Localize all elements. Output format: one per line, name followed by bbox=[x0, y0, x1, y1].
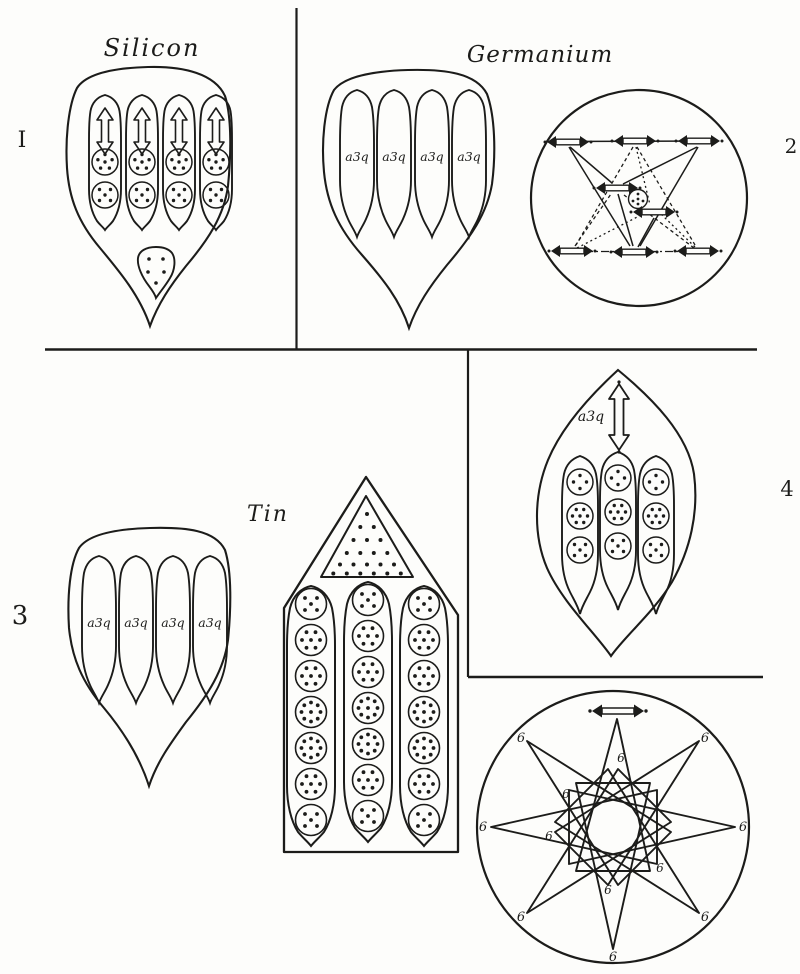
star-triangle bbox=[491, 790, 657, 864]
pod-label-a3q: a3q bbox=[420, 149, 444, 164]
germanium-diagram bbox=[323, 42, 797, 328]
tin-pod bbox=[344, 582, 392, 842]
bond-line-dotted bbox=[577, 213, 645, 248]
vertex-label-6: 6 bbox=[617, 751, 625, 765]
duad-arrow bbox=[674, 245, 723, 257]
leaf-pod bbox=[562, 456, 598, 614]
bond-line-solid bbox=[569, 147, 630, 246]
pod-label-a3q: a3q bbox=[161, 615, 185, 630]
bond-line-dotted bbox=[662, 215, 695, 247]
panel-number-3: 3 bbox=[11, 601, 29, 631]
panel-number-4: 4 bbox=[780, 477, 794, 501]
star-triangle bbox=[527, 741, 671, 885]
silicon-pod bbox=[163, 95, 195, 230]
vertex-label-6: 6 bbox=[738, 820, 748, 835]
vertex-label-6: 6 bbox=[700, 910, 710, 925]
leaf-arrow bbox=[609, 380, 629, 453]
silicon-pod bbox=[200, 95, 232, 230]
tin-pod bbox=[287, 586, 335, 846]
pod-label-a3q: a3q bbox=[124, 615, 148, 630]
tin-pod bbox=[400, 586, 448, 846]
duad-arrow bbox=[610, 246, 659, 258]
leaf-pod bbox=[600, 452, 636, 610]
silicon-pod bbox=[126, 95, 158, 230]
pod-label-a3q: a3q bbox=[198, 615, 222, 630]
vertex-label-6: 6 bbox=[516, 731, 526, 746]
bond-line-dashed bbox=[575, 194, 611, 246]
pod-label-a3q: a3q bbox=[382, 149, 406, 164]
germanium-structure-circle bbox=[531, 90, 747, 306]
silicon-diagram bbox=[18, 34, 232, 326]
bond-line-solid bbox=[638, 218, 654, 247]
pod-label-a3q: a3q bbox=[345, 149, 369, 164]
vertex-label-6: 6 bbox=[478, 820, 488, 835]
element-3-diagram bbox=[12, 528, 231, 786]
tin-star-circle bbox=[477, 691, 749, 965]
vertex-label-6: 6 bbox=[700, 731, 710, 746]
vertex-label-6: 6 bbox=[562, 787, 570, 801]
leaf-pod bbox=[638, 456, 674, 614]
vertex-label-6: 6 bbox=[604, 883, 612, 897]
duad-arrow bbox=[675, 135, 724, 147]
silicon-pod bbox=[89, 95, 121, 230]
tin-dotted-triangle bbox=[321, 496, 413, 577]
vertex-label-6: 6 bbox=[656, 861, 664, 875]
pod-label-a3q: a3q bbox=[457, 149, 481, 164]
star-top-arrow bbox=[588, 705, 647, 718]
silicon-title: Silicon bbox=[103, 34, 201, 62]
tin-diagram bbox=[247, 477, 458, 852]
bond-line-solid bbox=[623, 147, 697, 184]
panel-number-1: I bbox=[17, 128, 27, 153]
duad-arrow bbox=[611, 135, 660, 147]
panel-number-2: 2 bbox=[784, 134, 798, 158]
duad-arrow bbox=[544, 136, 593, 148]
star-triangle bbox=[555, 769, 699, 913]
bond-line-solid bbox=[640, 147, 698, 246]
germanium-title: Germanium bbox=[466, 42, 614, 68]
vertex-label-6: 6 bbox=[545, 829, 553, 843]
tin-title: Tin bbox=[247, 502, 289, 527]
vertex-label-6: 6 bbox=[608, 950, 618, 965]
pod-label-a3q: a3q bbox=[87, 615, 111, 630]
star-triangle bbox=[576, 783, 650, 949]
element-4-diagram bbox=[537, 370, 794, 656]
bond-line-solid bbox=[570, 147, 612, 183]
duad-arrow bbox=[548, 245, 597, 257]
vertex-label-6: 6 bbox=[516, 910, 526, 925]
leaf-label-a3q: a3q bbox=[577, 409, 605, 425]
